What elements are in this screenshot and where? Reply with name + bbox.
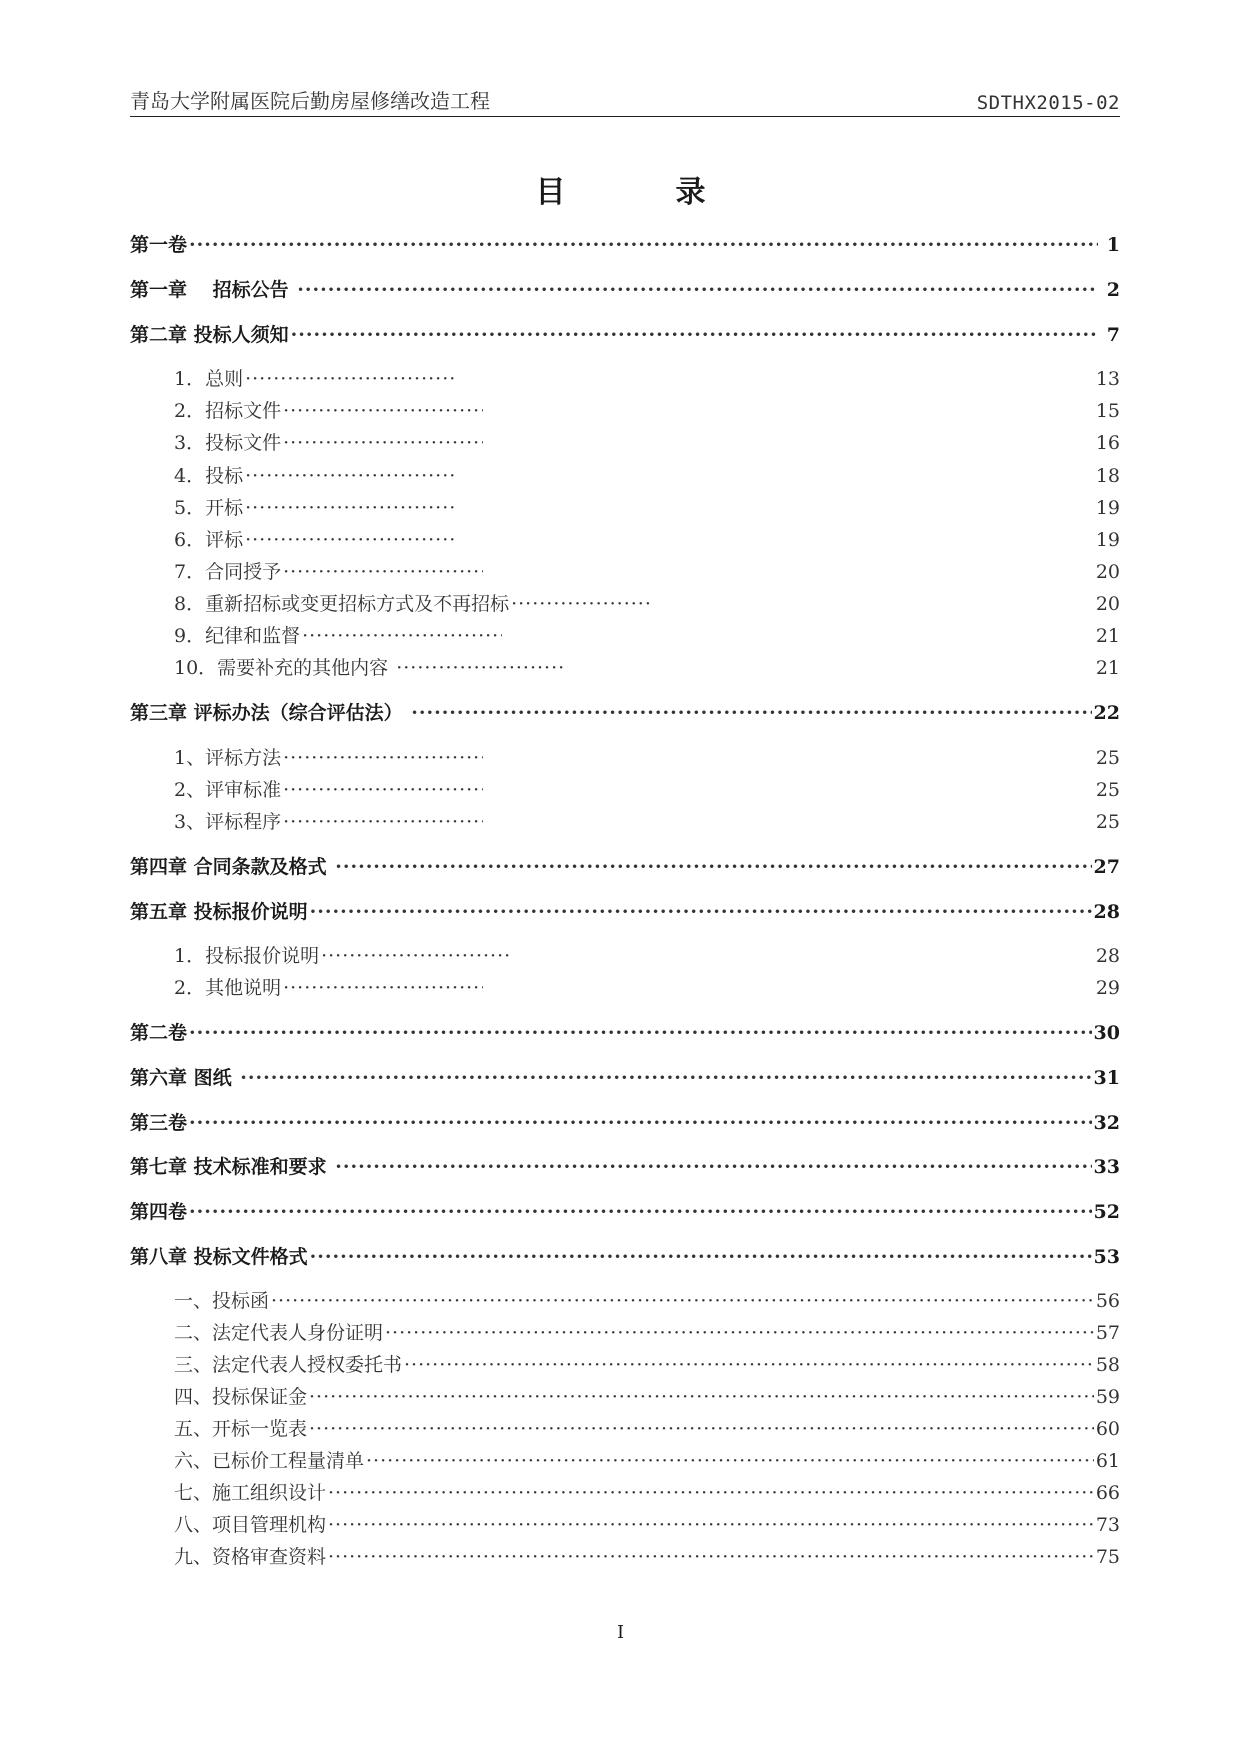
toc-entry-label: 二、法定代表人身份证明 <box>174 1322 384 1344</box>
toc-entry[interactable] <box>130 1197 1120 1224</box>
toc-entry-label: 1、评标方法 <box>174 747 282 769</box>
toc-leader <box>511 593 651 615</box>
toc-entry-page: 25 <box>1095 747 1120 769</box>
toc-entry[interactable] <box>130 1018 1120 1045</box>
toc-entry[interactable] <box>174 1286 1120 1313</box>
toc-leader <box>283 561 483 583</box>
toc-entry-page: 66 <box>1095 1482 1120 1504</box>
toc-entry-page: 60 <box>1095 1418 1120 1440</box>
toc-leader <box>335 1156 1091 1178</box>
toc-entry[interactable] <box>174 1446 1120 1473</box>
toc-entry-page: 19 <box>1095 497 1120 519</box>
toc-leader <box>283 400 483 422</box>
toc-entry[interactable] <box>130 698 1120 725</box>
toc-entry-label: 第六章 图纸 <box>130 1067 239 1089</box>
toc-entry-page: 19 <box>1095 529 1120 551</box>
toc-entry[interactable] <box>174 1350 1120 1377</box>
toc-entry-label: 第八章 投标文件格式 <box>130 1246 308 1268</box>
toc-leader <box>396 657 566 679</box>
toc-entry-page: 28 <box>1093 901 1120 923</box>
toc-entry[interactable] <box>174 775 1120 802</box>
toc-entry-page: 18 <box>1095 465 1120 487</box>
toc-entry-label: 2、评审标准 <box>174 779 282 801</box>
toc-entry-page: 15 <box>1095 400 1120 422</box>
toc-entry-label: 第三章 评标办法（综合评估法） <box>130 702 410 724</box>
toc-entry-label: 第一章 招标公告 <box>130 279 296 301</box>
toc-entry-page: 33 <box>1093 1156 1120 1178</box>
toc-leader <box>310 901 1092 923</box>
toc-entry[interactable] <box>130 1152 1120 1179</box>
toc-entry-label: 9．纪律和监督 <box>174 625 301 647</box>
toc-entry-page: 21 <box>1095 657 1120 679</box>
toc-entry-page: 20 <box>1095 593 1120 615</box>
toc-entry[interactable] <box>174 364 1120 391</box>
toc-leader <box>283 432 483 454</box>
toc-entry-page: 7 <box>1106 324 1120 346</box>
toc-leader <box>309 1418 1094 1440</box>
toc-entry[interactable] <box>174 1478 1120 1505</box>
toc-entry-page: 22 <box>1093 702 1120 724</box>
toc-entry[interactable] <box>174 396 1120 423</box>
toc-entry-page: 13 <box>1095 368 1120 390</box>
header-project-name: 青岛大学附属医院后勤房屋修缮改造工程 <box>130 89 490 113</box>
toc-entry-label: 6．评标 <box>174 529 244 551</box>
toc-entry-label: 8．重新招标或变更招标方式及不再招标 <box>174 593 510 615</box>
header-doc-code: SDTHX2015-02 <box>976 92 1120 114</box>
toc-entry-label: 第一卷 <box>130 234 188 256</box>
toc-entry-page: 58 <box>1095 1354 1120 1376</box>
toc-leader <box>240 1067 1091 1089</box>
toc-entry-label: 一、投标函 <box>174 1290 270 1312</box>
toc-title: 目 录 <box>535 175 746 210</box>
toc-entry[interactable] <box>174 557 1120 584</box>
toc-entry-page: 21 <box>1095 625 1120 647</box>
toc-entry-page: 32 <box>1093 1112 1120 1134</box>
page-header <box>130 88 1120 117</box>
toc-leader <box>189 1201 1092 1223</box>
page-footer-number: I <box>616 1622 625 1643</box>
toc-entry[interactable] <box>174 1414 1120 1441</box>
toc-leader <box>189 234 1098 256</box>
toc-leader <box>291 324 1098 346</box>
toc-entry-page: 61 <box>1095 1450 1120 1472</box>
toc-entry[interactable] <box>130 275 1120 302</box>
toc-entry-label: 3．投标文件 <box>174 432 282 454</box>
toc-entry-label: 八、项目管理机构 <box>174 1514 327 1536</box>
toc-leader <box>271 1290 1094 1312</box>
toc-entry-page: 56 <box>1095 1290 1120 1312</box>
toc-leader <box>189 1112 1092 1134</box>
toc-entry-page: 52 <box>1093 1201 1120 1223</box>
toc-entry-page: 1 <box>1106 234 1120 256</box>
toc-leader <box>189 1022 1092 1044</box>
toc-entry-label: 第四卷 <box>130 1201 188 1223</box>
toc-entry-page: 20 <box>1095 561 1120 583</box>
toc-entry[interactable] <box>174 525 1120 552</box>
toc-entry[interactable] <box>130 897 1120 924</box>
toc-entry-page: 31 <box>1093 1067 1120 1089</box>
toc-entry-page: 16 <box>1095 432 1120 454</box>
toc-leader <box>335 856 1091 878</box>
toc-leader <box>283 977 483 999</box>
toc-entry[interactable] <box>174 428 1120 455</box>
toc-entry-label: 第二章 投标人须知 <box>130 324 289 346</box>
toc-entry-label: 三、法定代表人授权委托书 <box>174 1354 403 1376</box>
toc-entry-label: 第四章 合同条款及格式 <box>130 856 334 878</box>
toc-leader <box>245 529 455 551</box>
toc-entry[interactable] <box>130 852 1120 879</box>
toc-entry[interactable] <box>130 1242 1120 1269</box>
toc-entry-label: 2．招标文件 <box>174 400 282 422</box>
toc-leader <box>310 1246 1092 1268</box>
toc-entry[interactable] <box>174 1318 1120 1345</box>
toc-entry-label: 五、开标一览表 <box>174 1418 308 1440</box>
toc-leader <box>245 465 455 487</box>
toc-entry-page: 28 <box>1095 945 1120 967</box>
toc-entry-label: 七、施工组织设计 <box>174 1482 327 1504</box>
toc-entry[interactable] <box>174 461 1120 488</box>
toc-entry-page: 57 <box>1095 1322 1120 1344</box>
toc-entry-page: 73 <box>1095 1514 1120 1536</box>
toc-entry-label: 7．合同授予 <box>174 561 282 583</box>
toc-entry[interactable] <box>130 1108 1120 1135</box>
toc-entry[interactable] <box>174 653 1120 680</box>
toc-entry-page: 29 <box>1095 977 1120 999</box>
toc-entry-page: 53 <box>1093 1246 1120 1268</box>
toc-entry[interactable] <box>174 743 1120 770</box>
toc-entry-label: 九、资格审查资料 <box>174 1546 327 1568</box>
toc-leader <box>302 625 502 647</box>
toc-entry[interactable] <box>174 493 1120 520</box>
toc-entry-label: 第七章 技术标准和要求 <box>130 1156 334 1178</box>
toc-leader <box>328 1514 1094 1536</box>
toc-entry-label: 4．投标 <box>174 465 244 487</box>
toc-entry[interactable] <box>174 1382 1120 1409</box>
toc-entry[interactable] <box>130 1063 1120 1090</box>
toc-entry-label: 第五章 投标报价说明 <box>130 901 308 923</box>
toc-leader <box>283 811 483 833</box>
toc-leader <box>404 1354 1094 1376</box>
toc-leader <box>366 1450 1094 1472</box>
toc-leader <box>245 368 455 390</box>
toc-entry-page: 30 <box>1093 1022 1120 1044</box>
toc-entry[interactable] <box>174 589 1120 616</box>
toc-entry-label: 3、评标程序 <box>174 811 282 833</box>
toc-entry[interactable] <box>130 320 1120 347</box>
toc-entry-label: 六、已标价工程量清单 <box>174 1450 365 1472</box>
toc-entry-label: 1．投标报价说明 <box>174 945 320 967</box>
toc-leader <box>309 1386 1094 1408</box>
toc-entry[interactable] <box>174 941 1120 968</box>
toc-entry-page: 75 <box>1095 1546 1120 1568</box>
toc-entry-label: 10．需要补充的其他内容 <box>174 657 395 679</box>
toc-entry-label: 2．其他说明 <box>174 977 282 999</box>
toc-entry-page: 27 <box>1093 856 1120 878</box>
toc-leader <box>321 945 511 967</box>
toc-leader <box>283 779 483 801</box>
toc-entry-page: 25 <box>1095 779 1120 801</box>
toc-leader <box>245 497 455 519</box>
toc-leader <box>283 747 483 769</box>
toc-leader <box>328 1546 1094 1568</box>
toc-entry[interactable] <box>174 1510 1120 1537</box>
toc-entry-page: 2 <box>1106 279 1120 301</box>
toc-leader <box>297 279 1098 301</box>
toc-entry[interactable] <box>174 807 1120 834</box>
toc-entry-label: 第三卷 <box>130 1112 188 1134</box>
toc-entry[interactable] <box>174 973 1120 1000</box>
toc-leader <box>411 702 1091 724</box>
toc-entry-label: 四、投标保证金 <box>174 1386 308 1408</box>
toc-leader <box>328 1482 1094 1504</box>
toc-entry-page: 59 <box>1095 1386 1120 1408</box>
toc-leader <box>385 1322 1094 1344</box>
toc-entry[interactable] <box>130 230 1120 257</box>
toc-entry-label: 1．总则 <box>174 368 244 390</box>
toc-entry-page: 25 <box>1095 811 1120 833</box>
toc-entry[interactable] <box>174 1542 1120 1569</box>
toc-entry-label: 5．开标 <box>174 497 244 519</box>
toc-entry-label: 第二卷 <box>130 1022 188 1044</box>
toc-entry[interactable] <box>174 621 1120 648</box>
